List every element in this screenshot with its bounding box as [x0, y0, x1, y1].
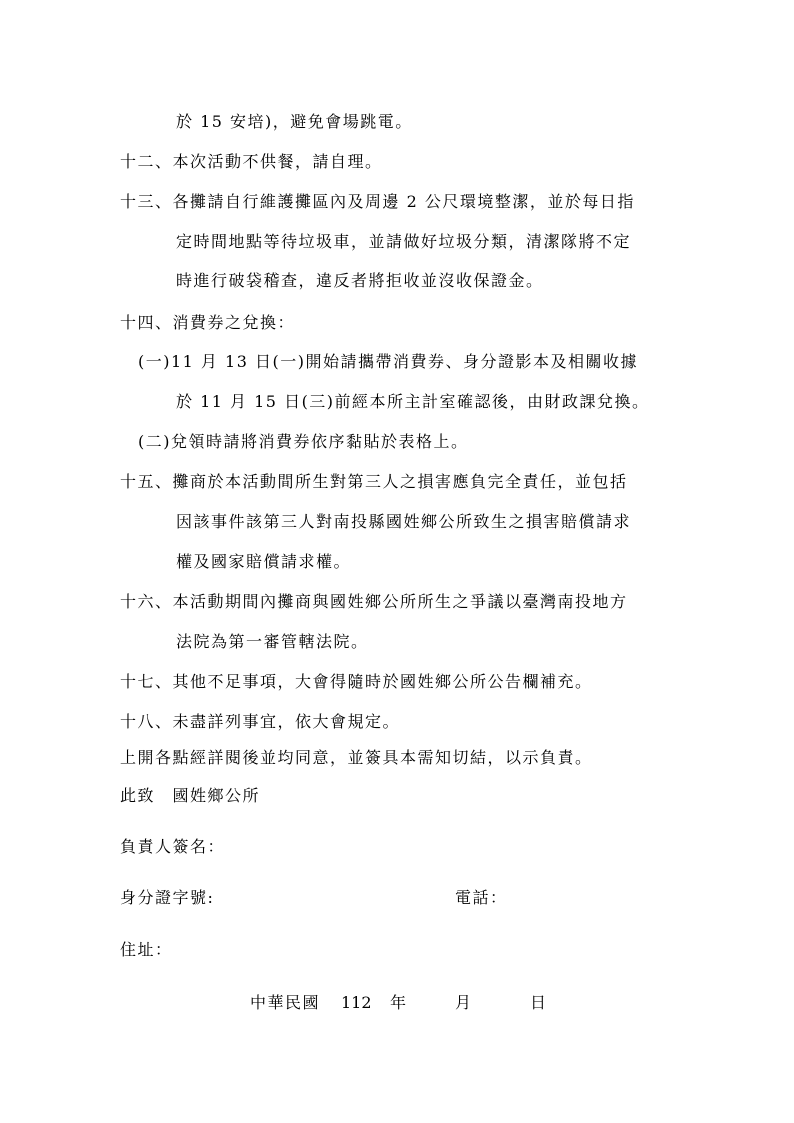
- clause-14-item-2: (二)兌領時請將消費券依序黏貼於表格上。: [138, 432, 469, 451]
- addressee: 此致 國姓鄉公所: [120, 786, 261, 805]
- clause-15-line-2: 因該事件該第三人對南投縣國姓鄉公所致生之損害賠償請求: [176, 512, 632, 531]
- clause-13: 十三、各攤請自行維護攤區內及周邊 2 公尺環境整潔，並於每日指: [120, 192, 635, 211]
- date-day-label: 日: [530, 993, 547, 1012]
- phone-label: 電話：: [455, 888, 508, 907]
- clause-15-line-3: 權及國家賠償請求權。: [176, 552, 352, 571]
- declaration: 上開各點經詳閱後並均同意，並簽具本需知切結，以示負責。: [120, 748, 593, 767]
- address-label: 住址：: [120, 940, 173, 959]
- clause-16: 十六、本活動期間內攤商與國姓鄉公所所生之爭議以臺灣南投地方: [120, 592, 628, 611]
- clause-15: 十五、攤商於本活動間所生對第三人之損害應負完全責任，並包括: [120, 472, 628, 491]
- clause-14: 十四、消費券之兌換：: [120, 313, 296, 332]
- clause-13-line-3: 時進行破袋稽查，違反者將拒收並沒收保證金。: [176, 271, 544, 290]
- clause-11-continuation: 於 15 安培)，避免會場跳電。: [176, 112, 413, 131]
- clause-14-item-1: (一)11 月 13 日(一)開始請攜帶消費券、身分證影本及相關收據: [138, 352, 638, 371]
- date-era: 中華民國: [250, 993, 321, 1012]
- date-year-label: 年: [390, 993, 407, 1012]
- clause-17: 十七、其他不足事項，大會得隨時於國姓鄉公所公告欄補充。: [120, 672, 593, 691]
- clause-14-item-1-line-2: 於 11 月 15 日(三)前經本所主計室確認後，由財政課兌換。: [176, 392, 650, 411]
- date-year: 112: [341, 993, 372, 1012]
- clause-16-line-2: 法院為第一審管轄法院。: [176, 632, 369, 651]
- clause-18: 十八、未盡詳列事宜，依大會規定。: [120, 712, 401, 731]
- id-number-label: 身分證字號:: [120, 888, 215, 907]
- clause-12: 十二、本次活動不供餐，請自理。: [120, 152, 383, 171]
- responsible-person-signature-label: 負責人簽名：: [120, 837, 226, 856]
- clause-13-line-2: 定時間地點等待垃圾車，並請做好垃圾分類，清潔隊將不定: [176, 232, 632, 251]
- date-month-label: 月: [455, 993, 472, 1012]
